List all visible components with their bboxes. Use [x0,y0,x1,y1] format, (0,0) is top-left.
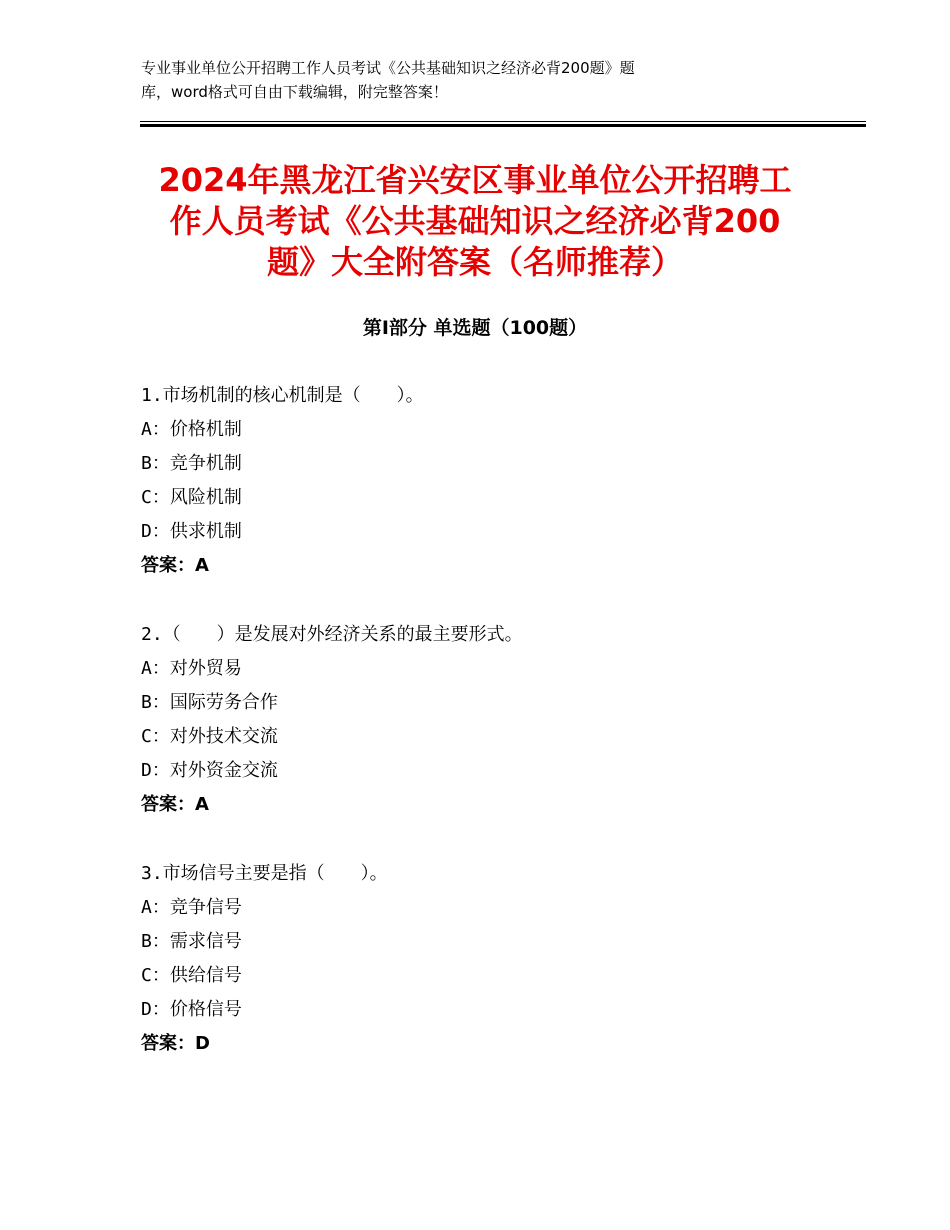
question-stem: 3.市场信号主要是指（ ）。 [141,863,388,884]
option-a: A：对外贸易 [141,658,242,679]
option-a: A：竞争信号 [141,897,242,918]
header-divider-thick [140,124,866,127]
answer: 答案：A [141,555,209,576]
document-title-line-1: 2024年黑龙江省兴安区事业单位公开招聘工 [158,161,792,199]
option-d: D：供求机制 [141,521,242,542]
document-title-line-3: 题》大全附答案（名师推荐） [266,243,683,281]
option-b: B：需求信号 [141,931,242,952]
document-title [110,160,840,283]
header-divider-thin [140,121,866,122]
section-title: 第Ⅰ部分 单选题（100题） [362,317,588,339]
question-3 [141,857,841,1061]
option-d: D：价格信号 [141,999,242,1020]
option-c: C：对外技术交流 [141,726,278,747]
header-note-line-1: 专业事业单位公开招聘工作人员考试《公共基础知识之经济必背200题》题 [141,59,635,77]
option-a: A：价格机制 [141,419,242,440]
answer: 答案：D [141,1033,210,1054]
option-b: B：国际劳务合作 [141,692,278,713]
header-note-line-2: 库，word格式可自由下载编辑，附完整答案！ [141,83,448,101]
option-c: C：风险机制 [141,487,242,508]
option-d: D：对外资金交流 [141,760,278,781]
option-c: C：供给信号 [141,965,242,986]
question-2 [141,618,841,822]
question-stem: 2.（ ）是发展对外经济关系的最主要形式。 [141,624,523,645]
question-1 [141,379,841,583]
answer: 答案：A [141,794,209,815]
document-title-line-2: 作人员考试《公共基础知识之经济必背200 [169,202,781,240]
header-note [141,56,781,104]
question-stem: 1.市场机制的核心机制是（ ）。 [141,385,424,406]
option-b: B：竞争机制 [141,453,242,474]
